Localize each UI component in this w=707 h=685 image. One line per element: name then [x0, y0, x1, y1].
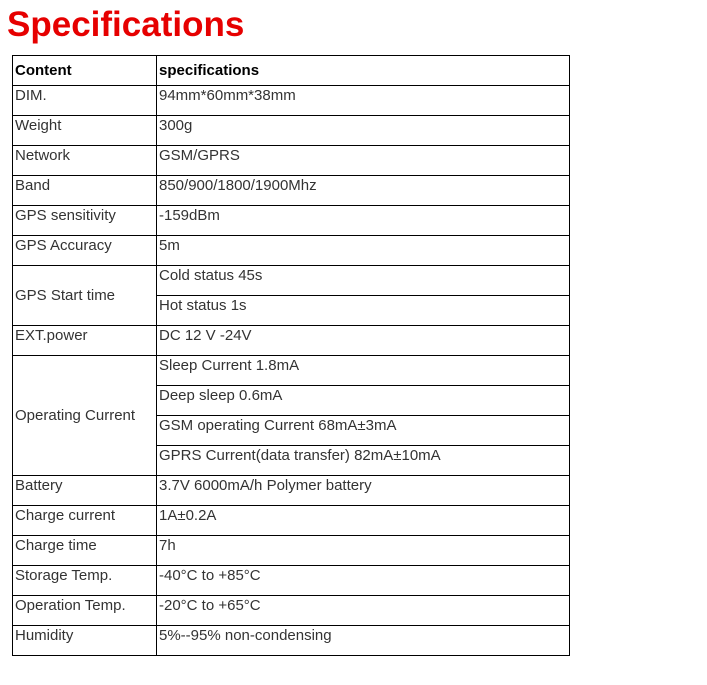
- row-value-charge-time: 7h: [157, 536, 570, 566]
- row-label-ext-power: EXT.power: [13, 326, 157, 356]
- table-row: [13, 536, 570, 566]
- row-label-gps-accuracy: GPS Accuracy: [13, 236, 157, 266]
- page-title: Specifications: [7, 5, 245, 44]
- table-row: [13, 116, 570, 146]
- table-row: [13, 626, 570, 656]
- row-label-charge-time: Charge time: [13, 536, 157, 566]
- row-value-operation-temp: -20°C to +65°C: [157, 596, 570, 626]
- row-value-gps-sensitivity: -159dBm: [157, 206, 570, 236]
- row-value-ext-power: DC 12 V -24V: [157, 326, 570, 356]
- row-label-dim: DIM.: [13, 86, 157, 116]
- table-row: [13, 206, 570, 236]
- table-row: [13, 146, 570, 176]
- table-row: [13, 596, 570, 626]
- row-value-weight: 300g: [157, 116, 570, 146]
- table-row: [13, 236, 570, 266]
- row-value-network: GSM/GPRS: [157, 146, 570, 176]
- row-label-battery: Battery: [13, 476, 157, 506]
- row-value-gps-accuracy: 5m: [157, 236, 570, 266]
- row-label-gps-sensitivity: GPS sensitivity: [13, 206, 157, 236]
- table-row: [13, 566, 570, 596]
- row-label-charge-current: Charge current: [13, 506, 157, 536]
- row-label-humidity: Humidity: [13, 626, 157, 656]
- row-label-band: Band: [13, 176, 157, 206]
- row-value-dim: 94mm*60mm*38mm: [157, 86, 570, 116]
- specifications-table: [12, 55, 570, 656]
- row-value-gprs-current: GPRS Current(data transfer) 82mA±10mA: [157, 446, 570, 476]
- row-value-humidity: 5%--95% non-condensing: [157, 626, 570, 656]
- table-row: [13, 506, 570, 536]
- row-value-deep-sleep: Deep sleep 0.6mA: [157, 386, 570, 416]
- row-value-sleep-current: Sleep Current 1.8mA: [157, 356, 570, 386]
- header-content: Content: [13, 56, 157, 86]
- header-specifications: specifications: [157, 56, 570, 86]
- row-value-battery: 3.7V 6000mA/h Polymer battery: [157, 476, 570, 506]
- row-label-operating-current: Operating Current: [13, 356, 157, 476]
- table-row: [13, 266, 570, 296]
- row-label-weight: Weight: [13, 116, 157, 146]
- row-value-gsm-operating-current: GSM operating Current 68mA±3mA: [157, 416, 570, 446]
- row-value-gps-cold-start: Cold status 45s: [157, 266, 570, 296]
- table-row: [13, 476, 570, 506]
- row-value-storage-temp: -40°C to +85°C: [157, 566, 570, 596]
- table-row: [13, 356, 570, 386]
- row-label-gps-start-time: GPS Start time: [13, 266, 157, 326]
- table-header-row: [13, 56, 570, 86]
- table-row: [13, 86, 570, 116]
- row-label-storage-temp: Storage Temp.: [13, 566, 157, 596]
- table-row: [13, 176, 570, 206]
- table-row: [13, 326, 570, 356]
- row-value-band: 850/900/1800/1900Mhz: [157, 176, 570, 206]
- row-label-network: Network: [13, 146, 157, 176]
- row-value-gps-hot-start: Hot status 1s: [157, 296, 570, 326]
- row-label-operation-temp: Operation Temp.: [13, 596, 157, 626]
- row-value-charge-current: 1A±0.2A: [157, 506, 570, 536]
